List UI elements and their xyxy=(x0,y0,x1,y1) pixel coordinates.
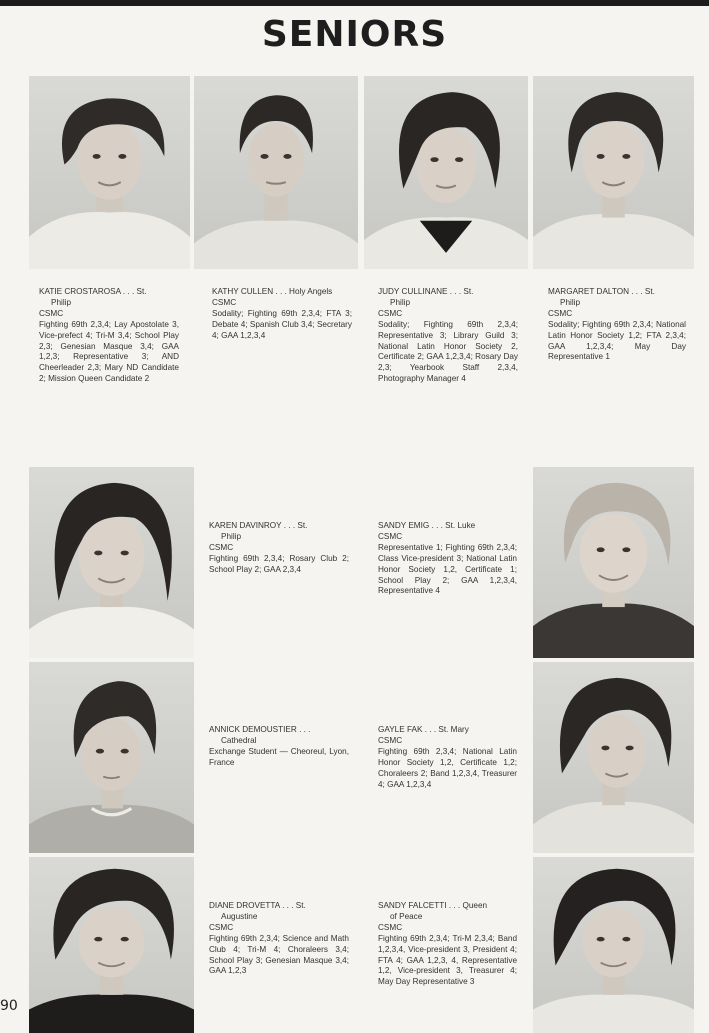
page-number: 90 xyxy=(0,998,18,1014)
activities: Fighting 69th 2,3,4; Rosary Club 2; School Play 2; GAA 2,3,4 xyxy=(209,553,349,574)
caption-sandy-emig xyxy=(378,521,517,597)
school: CSMC xyxy=(378,308,403,318)
student-name: JUDY CULLINANE . . . St. xyxy=(378,287,474,296)
portrait-photo-sandy-falcetti xyxy=(533,857,694,1033)
caption-annick-demoustier xyxy=(209,725,349,769)
portrait-photo-margaret-dalton xyxy=(533,76,694,269)
student-name: GAYLE FAK . . . St. Mary xyxy=(378,725,469,734)
activities: Sodality; Fighting 69th 2,3,4; FTA 3; Debate 4; Spanish Club 3,4; Secretary 4; GAA 1,2,3,4 xyxy=(212,308,352,340)
activities: Sodality; Fighting 69th 2,3,4; Representative 3; Library Guild 3; National Latin Honor Society 2, Certificate 2; GAA 1,2,3,4; Rosary Day 2,3; Yearbook Staff 2,3,4, Photography Manager 4 xyxy=(378,319,518,384)
school: CSMC xyxy=(378,922,403,932)
caption-karen-davinroy xyxy=(209,521,349,576)
school: CSMC xyxy=(378,531,403,541)
page-title: SENIORS xyxy=(261,14,448,55)
caption-sandy-falcetti xyxy=(378,901,517,988)
student-name: SANDY EMIG . . . St. Luke xyxy=(378,521,476,530)
portrait-photo-gayle-fak xyxy=(533,662,694,853)
parish: of Peace xyxy=(390,911,423,921)
activities: Fighting 69th 2,3,4; National Latin Honor Society 1,2, Certificate 1,2; Choraleers 2; Band 1,2,3,4, Treasurer 4; GAA 1,2,3,4 xyxy=(378,746,517,789)
parish: Augustine xyxy=(221,911,258,921)
caption-judy-cullinane xyxy=(378,287,518,385)
student-name: DIANE DROVETTA . . . St. xyxy=(209,901,306,910)
activities: Exchange Student — Cheoreul, Lyon, France xyxy=(209,746,349,767)
parish: Philip xyxy=(560,297,581,307)
parish: Philip xyxy=(390,297,411,307)
portrait-photo-annick-demoustier xyxy=(29,662,194,853)
caption-kathy-cullen xyxy=(212,287,352,342)
school: CSMC xyxy=(212,297,237,307)
activities: Sodality; Fighting 69th 2,3,4; National Latin Honor Society 1,2; FTA 2,3,4; GAA 1,2,3,4; May Day Representative 1 xyxy=(548,319,686,362)
portrait-photo-sandy-emig xyxy=(533,467,694,658)
parish: Cathedral xyxy=(221,735,257,745)
portrait-photo-kathy-cullen xyxy=(194,76,358,269)
caption-gayle-fak xyxy=(378,725,517,790)
parish: Philip xyxy=(221,531,242,541)
student-name: KAREN DAVINROY . . . St. xyxy=(209,521,308,530)
portrait-photo-karen-davinroy xyxy=(29,467,194,658)
activities: Representative 1; Fighting 69th 2,3,4; Class Vice-president 3; National Latin Honor Society 1,2, Certificate 1; School Play 2; GAA 1,2,3,4, Representative 4 xyxy=(378,542,517,596)
school: CSMC xyxy=(209,922,234,932)
student-name: KATHY CULLEN . . . Holy Angels xyxy=(212,287,333,296)
portrait-photo-katie-crostarosa xyxy=(29,76,190,269)
student-name: MARGARET DALTON . . . St. xyxy=(548,287,655,296)
student-name: SANDY FALCETTI . . . Queen xyxy=(378,901,488,910)
caption-katie-crostarosa xyxy=(39,287,179,385)
school: CSMC xyxy=(39,308,64,318)
portrait-photo-diane-drovetta xyxy=(29,857,194,1033)
activities: Fighting 69th 2,3,4; Lay Apostolate 3, Vice-prefect 4; Tri-M 3,4; School Play 2,3; Genesian Masque 3,4; GAA 1,2,3; Representative 3; AND Cheerleader 2,3; Mary ND Candidate 2; Mission Queen Candidate 2 xyxy=(39,319,179,384)
activities: Fighting 69th 2,3,4; Science and Math Club 4; Tri-M 4; Choraleers 3,4; School Play 3; Genesian Masque 3,4; GAA 1,2,3 xyxy=(209,933,349,976)
student-name: KATIE CROSTAROSA . . . St. xyxy=(39,287,147,296)
school: CSMC xyxy=(209,542,234,552)
top-border xyxy=(0,0,709,6)
school: CSMC xyxy=(378,735,403,745)
parish: Philip xyxy=(51,297,72,307)
caption-diane-drovetta xyxy=(209,901,349,977)
caption-margaret-dalton xyxy=(548,287,686,363)
school: CSMC xyxy=(548,308,573,318)
activities: Fighting 69th 2,3,4; Tri-M 2,3,4; Band 1,2,3,4, Vice-president 3, President 4; FTA 4; GAA 1,2,3, 4, Representative 1,2, Vice-president 3, Treasurer 4; May Day Representative 3 xyxy=(378,933,517,987)
student-name: ANNICK DEMOUSTIER . . . xyxy=(209,725,311,734)
portrait-photo-judy-cullinane xyxy=(364,76,528,269)
